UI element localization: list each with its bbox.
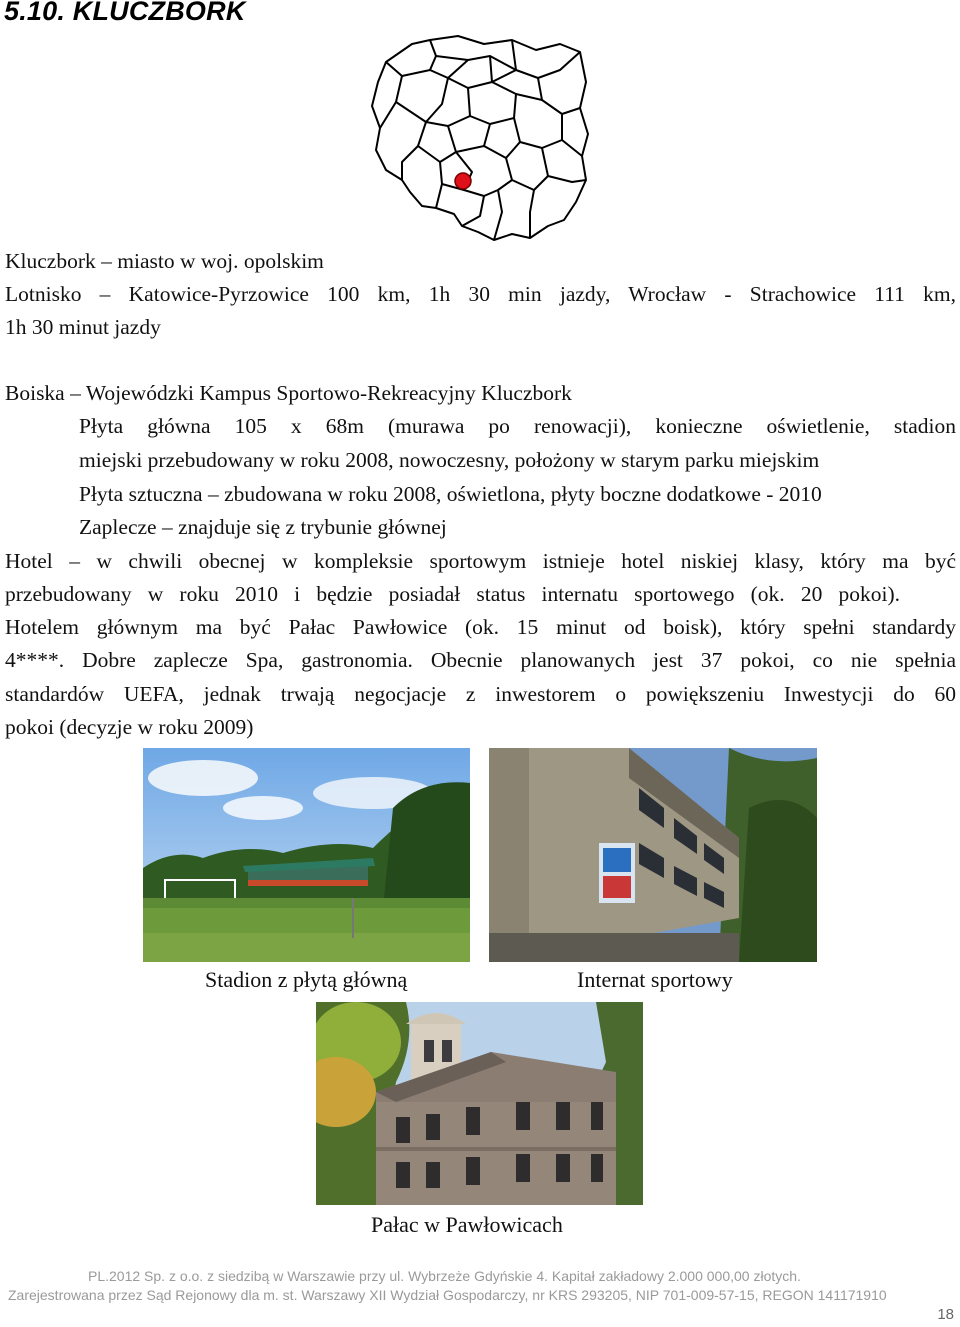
facilities-text: Zaplecze – znajduje się z trybunie głównej	[79, 515, 447, 539]
hotel-text: przebudowany w roku 2010 i będzie posiadał status internatu sportowego (ok. 20 pokoi).	[5, 582, 900, 606]
intro-line: Lotnisko – Katowice-Pyrzowice 100 km, 1h 30 min jazdy, Wrocław - Strachowice 111 km,	[5, 282, 956, 306]
stadium-photo	[143, 748, 470, 962]
hotel-text: Hotel – w chwili obecnej w kompleksie sportowym istnieje hotel niskiej klasy, który ma być	[5, 549, 956, 573]
intro-line: Kluczbork – miasto w woj. opolskim	[5, 249, 324, 273]
hotel-text: 4****. Dobre zaplecze Spa, gastronomia. Obecnie planowanych jest 37 pokoi, co nie spełnia	[5, 648, 956, 672]
location-marker-icon	[455, 173, 471, 189]
internat-photo-caption: Internat sportowy	[577, 967, 733, 992]
page-number: 18	[937, 1306, 954, 1323]
page-title: 5.10. KLUCZBORK	[4, 0, 246, 26]
poland-voivodeships-map-icon	[366, 30, 592, 250]
intro-line: 1h 30 minut jazdy	[5, 315, 161, 339]
hotel-text: pokoi (decyzje w roku 2009)	[5, 715, 254, 739]
footer-company-line: PL.2012 Sp. z o.o. z siedzibą w Warszawie przy ul. Wybrzeże Gdyńskie 4. Kapitał zakładowy 2.000 000,00 złotych.	[88, 1268, 801, 1284]
main-pitch-text: miejski przebudowany w roku 2008, nowoczesny, położony w starym parku miejskim	[79, 448, 820, 472]
palace-photo	[316, 1002, 643, 1205]
palace-photo-caption: Pałac w Pawłowicach	[371, 1212, 563, 1237]
footer-registration-line: Zarejestrowana przez Sąd Rejonowy dla m. st. Warszawy XII Wydział Gospodarczy, nr KRS 293205, NIP 701-009-57-15, REGON 141171910	[8, 1287, 887, 1303]
fields-heading: Boiska – Wojewódzki Kampus Sportowo-Rekreacyjny Kluczbork	[5, 381, 572, 405]
hotel-text: standardów UEFA, jednak trwają negocjacje z inwestorem o powiększeniu Inwestycji do 60	[5, 682, 956, 706]
internat-photo	[489, 748, 817, 962]
stadium-photo-caption: Stadion z płytą główną	[205, 967, 408, 992]
main-pitch-text: Płyta główna 105 x 68m (murawa po renowacji), konieczne oświetlenie, stadion	[79, 414, 956, 438]
artificial-pitch-text: Płyta sztuczna – zbudowana w roku 2008, oświetlona, płyty boczne dodatkowe - 2010	[79, 482, 822, 506]
hotel-text: Hotelem głównym ma być Pałac Pawłowice (ok. 15 minut od boisk), który spełni standardy	[5, 615, 956, 639]
